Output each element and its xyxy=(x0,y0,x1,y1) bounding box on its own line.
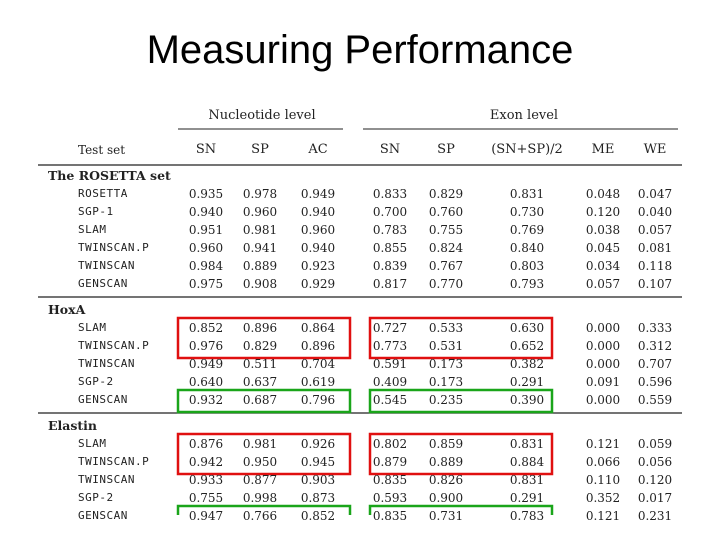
table-cell: 0.960 xyxy=(300,223,336,237)
table-cell: 0.949 xyxy=(188,357,224,371)
table-cell: 0.896 xyxy=(242,321,278,335)
table-cell: 0.038 xyxy=(585,223,621,237)
table-cell: 0.829 xyxy=(428,187,464,201)
table-cell: 0.859 xyxy=(428,437,464,451)
table-cell: 0.235 xyxy=(428,393,464,407)
table-cell: 0.120 xyxy=(585,205,621,219)
header-col-5: (SN+SP)/2 xyxy=(491,142,563,157)
table-cell: 0.048 xyxy=(585,187,621,201)
table-cell: 0.976 xyxy=(188,339,224,353)
table-cell: 0.960 xyxy=(188,241,224,255)
table-cell: 0.783 xyxy=(372,223,408,237)
table-cell: 0.940 xyxy=(300,241,336,255)
table-cell: 0.409 xyxy=(372,375,408,389)
group-heading: Elastin xyxy=(48,418,98,433)
header-col-2: AC xyxy=(308,142,328,157)
row-label: SLAM xyxy=(78,437,107,450)
table-cell: 0.975 xyxy=(188,277,224,291)
table-cell: 0.291 xyxy=(509,375,545,389)
table-cell: 0.793 xyxy=(509,277,545,291)
table-cell: 0.704 xyxy=(300,357,336,371)
table-cell: 0.017 xyxy=(637,491,673,505)
results-table xyxy=(38,105,682,523)
table-cell: 0.382 xyxy=(509,357,545,371)
table-cell: 0.057 xyxy=(585,277,621,291)
table-cell: 0.081 xyxy=(637,241,673,255)
table-cell: 0.034 xyxy=(585,259,621,273)
row-label: SGP-1 xyxy=(78,205,114,218)
table-cell: 0.755 xyxy=(428,223,464,237)
row-label: SLAM xyxy=(78,321,107,334)
header-col-0: SN xyxy=(195,142,217,157)
table-cell: 0.949 xyxy=(300,187,336,201)
table-cell: 0.950 xyxy=(242,455,278,469)
table-cell: 0.877 xyxy=(242,473,278,487)
row-label: TWINSCAN.P xyxy=(78,455,150,468)
table-cell: 0.767 xyxy=(428,259,464,273)
table-cell: 0.173 xyxy=(428,357,464,371)
table-cell: 0.831 xyxy=(509,473,545,487)
table-cell: 0.045 xyxy=(585,241,621,255)
table-cell: 0.121 xyxy=(585,437,621,451)
table-cell: 0.932 xyxy=(188,393,224,407)
table-cell: 0.879 xyxy=(372,455,408,469)
table-cell: 0.770 xyxy=(428,277,464,291)
table-cell: 0.873 xyxy=(300,491,336,505)
table-cell: 0.057 xyxy=(637,223,673,237)
table-cell: 0.941 xyxy=(242,241,278,255)
header-exon-level: Exon level xyxy=(489,108,559,123)
table-cell: 0.047 xyxy=(637,187,673,201)
table-cell: 0.929 xyxy=(300,277,336,291)
header-col-4: SP xyxy=(437,142,455,157)
table-cell: 0.231 xyxy=(637,509,673,523)
table-cell: 0.533 xyxy=(428,321,464,335)
table-cell: 0.896 xyxy=(300,339,336,353)
slide-title: Measuring Performance xyxy=(146,28,574,72)
table-cell: 0.120 xyxy=(637,473,673,487)
table-cell: 0.000 xyxy=(585,393,621,407)
table-cell: 0.852 xyxy=(188,321,224,335)
table-cell: 0.783 xyxy=(509,509,545,523)
table-cell: 0.935 xyxy=(188,187,224,201)
row-label: TWINSCAN xyxy=(78,259,135,272)
table-cell: 0.390 xyxy=(509,393,545,407)
row-label: TWINSCAN xyxy=(78,357,135,370)
header-nucleotide-level: Nucleotide level xyxy=(208,108,316,123)
table-cell: 0.926 xyxy=(300,437,336,451)
table-cell: 0.107 xyxy=(637,277,673,291)
table-cell: 0.593 xyxy=(372,491,408,505)
table-cell: 0.942 xyxy=(188,455,224,469)
table-cell: 0.000 xyxy=(585,321,621,335)
table-cell: 0.981 xyxy=(242,223,278,237)
group-heading: The ROSETTA set xyxy=(48,168,171,183)
table-cell: 0.760 xyxy=(428,205,464,219)
table-cell: 0.796 xyxy=(300,393,336,407)
header-col-7: WE xyxy=(643,142,667,157)
table-cell: 0.591 xyxy=(372,357,408,371)
table-cell: 0.824 xyxy=(428,241,464,255)
table-cell: 0.864 xyxy=(300,321,336,335)
row-label: SGP-2 xyxy=(78,491,114,504)
table-cell: 0.596 xyxy=(637,375,673,389)
table-cell: 0.640 xyxy=(188,375,224,389)
table-cell: 0.803 xyxy=(509,259,545,273)
table-cell: 0.707 xyxy=(637,357,673,371)
table-cell: 0.730 xyxy=(509,205,545,219)
table-cell: 0.852 xyxy=(300,509,336,523)
table-cell: 0.855 xyxy=(372,241,408,255)
table-cell: 0.889 xyxy=(242,259,278,273)
row-label: GENSCAN xyxy=(78,277,128,290)
table-cell: 0.835 xyxy=(372,473,408,487)
row-label: SLAM xyxy=(78,223,107,236)
table-rules xyxy=(38,105,682,515)
table-cell: 0.619 xyxy=(300,375,336,389)
table-cell: 0.110 xyxy=(585,473,621,487)
table-cell: 0.056 xyxy=(637,455,673,469)
table-cell: 0.984 xyxy=(188,259,224,273)
table-cell: 0.511 xyxy=(242,357,278,371)
table-cell: 0.945 xyxy=(300,455,336,469)
table-cell: 0.947 xyxy=(188,509,224,523)
table-cell: 0.900 xyxy=(428,491,464,505)
table-cell: 0.940 xyxy=(188,205,224,219)
header-col-1: SP xyxy=(251,142,269,157)
table-cell: 0.923 xyxy=(300,259,336,273)
table-cell: 0.826 xyxy=(428,473,464,487)
table-cell: 0.833 xyxy=(372,187,408,201)
table-cell: 0.769 xyxy=(509,223,545,237)
row-label: GENSCAN xyxy=(78,393,128,406)
table-cell: 0.889 xyxy=(428,455,464,469)
header-test-set: Test set xyxy=(78,143,126,157)
table-cell: 0.121 xyxy=(585,509,621,523)
table-cell: 0.637 xyxy=(242,375,278,389)
table-cell: 0.802 xyxy=(372,437,408,451)
table-cell: 0.908 xyxy=(242,277,278,291)
table-cell: 0.840 xyxy=(509,241,545,255)
header-col-3: SN xyxy=(379,142,401,157)
table-cell: 0.755 xyxy=(188,491,224,505)
table-cell: 0.829 xyxy=(242,339,278,353)
table-cell: 0.884 xyxy=(509,455,545,469)
table-cell: 0.000 xyxy=(585,339,621,353)
table-cell: 0.000 xyxy=(585,357,621,371)
table-cell: 0.940 xyxy=(300,205,336,219)
table-cell: 0.727 xyxy=(372,321,408,335)
table-cell: 0.731 xyxy=(428,509,464,523)
row-label: ROSETTA xyxy=(78,187,128,200)
table-cell: 0.545 xyxy=(372,393,408,407)
table-cell: 0.839 xyxy=(372,259,408,273)
table-cell: 0.630 xyxy=(509,321,545,335)
table-cell: 0.173 xyxy=(428,375,464,389)
table-cell: 0.312 xyxy=(637,339,673,353)
table-cell: 0.981 xyxy=(242,437,278,451)
table-cell: 0.291 xyxy=(509,491,545,505)
table-cell: 0.978 xyxy=(242,187,278,201)
table-cell: 0.352 xyxy=(585,491,621,505)
table-cell: 0.951 xyxy=(188,223,224,237)
table-cell: 0.998 xyxy=(242,491,278,505)
table-cell: 0.831 xyxy=(509,187,545,201)
table-cell: 0.059 xyxy=(637,437,673,451)
table-cell: 0.903 xyxy=(300,473,336,487)
table-cell: 0.559 xyxy=(637,393,673,407)
table-cell: 0.652 xyxy=(509,339,545,353)
table-cell: 0.091 xyxy=(585,375,621,389)
row-label: TWINSCAN.P xyxy=(78,241,150,254)
table-cell: 0.040 xyxy=(637,205,673,219)
table-cell: 0.700 xyxy=(372,205,408,219)
table-cell: 0.876 xyxy=(188,437,224,451)
table-cell: 0.835 xyxy=(372,509,408,523)
table-cell: 0.831 xyxy=(509,437,545,451)
table-cell: 0.531 xyxy=(428,339,464,353)
table-cell: 0.933 xyxy=(188,473,224,487)
table-cell: 0.118 xyxy=(637,259,673,273)
header-col-6: ME xyxy=(591,142,615,157)
table-cell: 0.960 xyxy=(242,205,278,219)
row-label: GENSCAN xyxy=(78,509,128,522)
row-label: SGP-2 xyxy=(78,375,114,388)
table-cell: 0.066 xyxy=(585,455,621,469)
row-label: TWINSCAN.P xyxy=(78,339,150,352)
group-heading: HoxA xyxy=(48,302,86,317)
table-cell: 0.766 xyxy=(242,509,278,523)
table-cell: 0.773 xyxy=(372,339,408,353)
table-cell: 0.687 xyxy=(242,393,278,407)
row-label: TWINSCAN xyxy=(78,473,135,486)
table-cell: 0.333 xyxy=(637,321,673,335)
table-cell: 0.817 xyxy=(372,277,408,291)
